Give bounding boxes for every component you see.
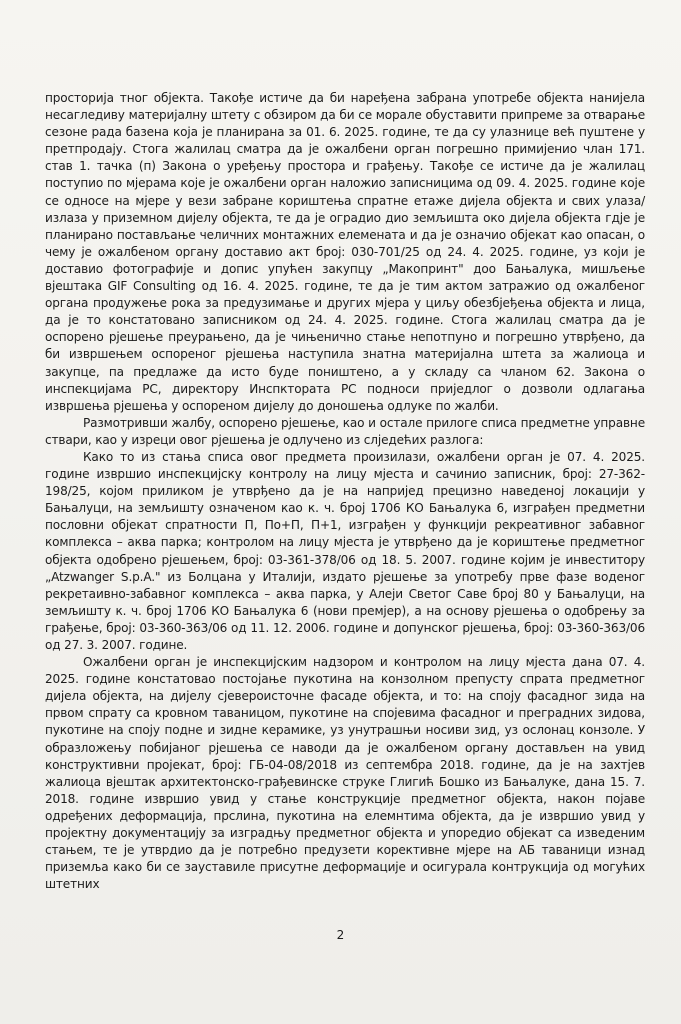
paragraph-consideration: Размотривши жалбу, оспорено рјешење, као и остале прилоге списа предметне управне ствари, као у изреци овог рјешења је одлучено из слједећих разлога:: [45, 415, 645, 447]
paragraph-case-facts: Како то из стања списа овог предмета произилази, ожалбени орган је 07. 4. 2025. године извршио инспекцијску контролу на лицу мјеста и сачинио записник, број: 27-362-198/25, којом приликом је утврђено да је на напријед прецизно наведеној локацији у Бањалуци, на земљишту означеном као к. ч. број 1706 КО Бањалука 6, изграђен предметни пословни објекат спратности П, По+П, П+1, изграђен у функцији рекреативног забавног комплекса – аква парка; контролом на лицу мјеста је утврђено да је кориштење предметног објекта одобрено рјешењем, број: 03-361-378/06 од 18. 5. 2007. године којим је инвеститору „Atzwanger S.p.A." из Болцана у Италији, издато рјешење за употребу прве фазе воденог рекретаивно-забавног комплекса – аква парка, у Алеји Светог Саве број 80 у Бањалуци, на земљишту к. ч. број 1706 КО Бањалука 6 (нови премјер), а на основу рјешења о одобрењу за грађење, број: 03-360-363/06 од 11. 12. 2006. године и допунског рјешења, број: 03-360-363/06 од 27. 3. 2007. године.: [45, 449, 645, 652]
paragraph-appellant-claims: просторија тног објекта. Такође истиче да би наређена забрана употребе објекта нанијела несагледиву материјалну штету с обзиром да би се морале обуставити припреме за отварање сезоне рада базена која је планирана за 01. 6. 2025. године, те да су улазнице већ пуштене у претпродају. Стога жалилац сматра да је ожалбени орган погрешно примијенио члан 171. став 1. тачка (п) Закона о уређењу простора и грађењу. Такође се истиче да је жалилац поступио по мјерама које је ожалбени орган наложио записницима од 09. 4. 2025. године које се односе на мјере у вези забране кориштења спратне етаже дијела објекта и свих улаза/излаза у приземном дијелу објекта, те да је оградио дио земљишта око дијела објекта гдје је планирано постављање челичних монтажних елемената и да је означио објекат као опасан, о чему је ожалбеном органу доставио акт број: 030-701/25 од 24. 4. 2025. године, уз који је доставио фотографије и допис упућен закупцу „Макопринт" доо Бањалука, мишљење вјештака GIF Consulting од 16. 4. 2025. године, те да је тим актом затражио од ожалбеног органа продужење рока за предузимање и других мјера у циљу обезбјеђења објекта и лица, да је то констатовано записником од 24. 4. 2025. године. Стога жалилац сматра да је оспорено рјешење преурањено, да је чињенично стање непотпуно и погрешно утврђено, да би извршењем оспореног рјешења наступила знатна материјална штета за жалиоца и закупце, па предлаже да исто буде поништено, а у складу са чланом 62. Закона о инспекцијама РС, директору Инспкторaта РС подноси приједлог о дозволи одлагања извршења рјешења у оспореном дијелу до доношења одлуке по жалби.: [45, 91, 645, 413]
document-body: [45, 90, 645, 893]
page-number: 2: [336, 928, 345, 942]
paragraph-inspection-findings: Ожалбени орган је инспекцијским надзором и контролом на лицу мјеста дана 07. 4. 2025. године констатовао постојање пукотина на конзолном препусту спрата предметног дијела објекта, на дијелу сјевероисточне фасаде објекта, и то: на споју фасадног зида на првом спрату са кровном таваницом, пукотине на спојевима фасадног и преградних зидова, пукотине на спoју подне и зидне керамике, уз унутрашњи носиви зид, уз ослонац конзоле. У образложењу побијаног рјешења се наводи да је ожалбеном органу достављен на увид конструктивни пројекат, број: ГБ-04-08/2018 из септембра 2018. године, да је на захтјев жалиоца вјештак архитектонско-грађевинске струке Глигић Бошко из Бањалуке, дана 15. 7. 2018. године извршио увид у стање конструкције предметног објекта, након појаве одређених деформација, прслина, пукотина на елемнтима објекта, да је извршио увид у пројектну документацију за изградњу предметног објекта и упоредио објекат са изведеним стањем, те је утврдио да је потребно предузети корективне мјере на АБ таваници изнад приземља како би се зауставиле присутне деформације и осигурала контрукција од могућих штетних: [45, 655, 645, 892]
